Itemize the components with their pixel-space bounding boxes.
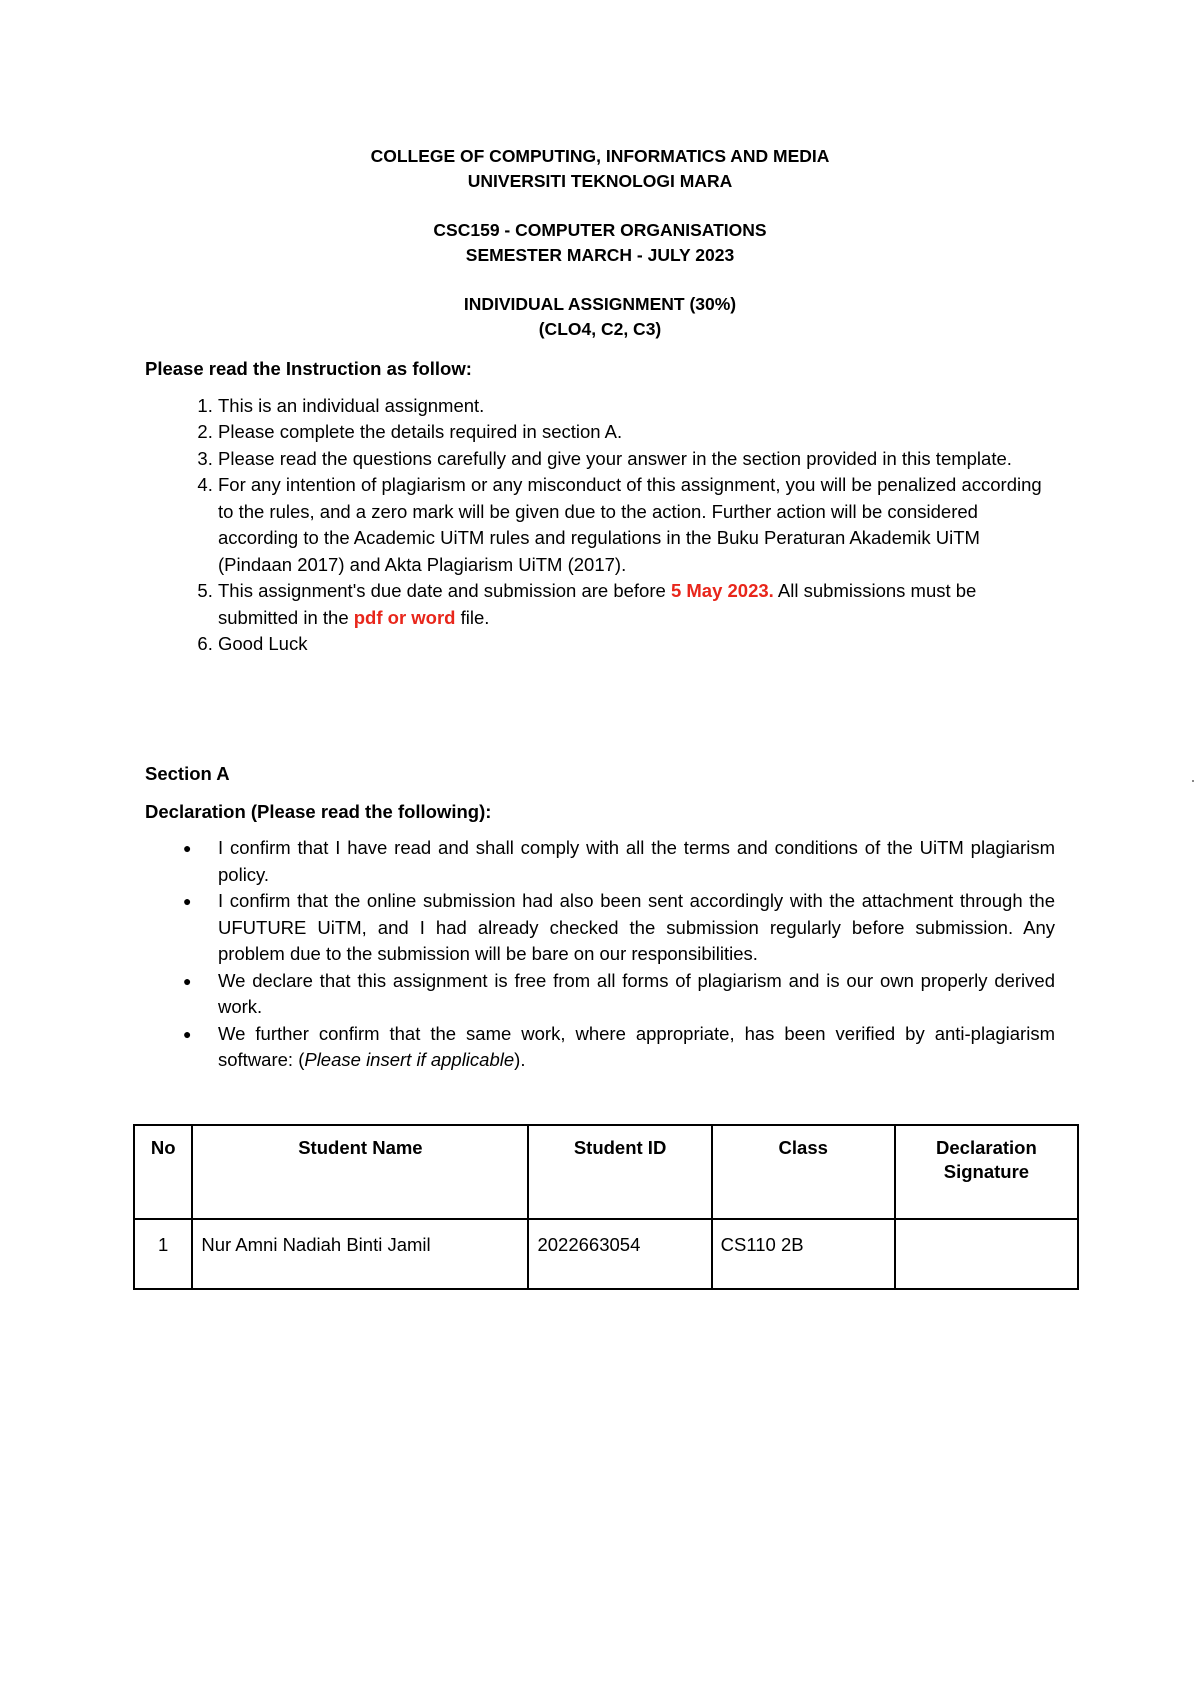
instructions-list <box>145 393 1055 658</box>
assignment-clo: (CLO4, C2, C3) <box>538 319 662 339</box>
university-name: UNIVERSITI TEKNOLOGI MARA <box>467 171 733 191</box>
header-no: No <box>134 1125 192 1219</box>
stray-mark <box>1192 780 1194 782</box>
cell-class: CS110 2B <box>712 1219 895 1289</box>
cell-no: 1 <box>134 1219 192 1289</box>
cell-student-id: 2022663054 <box>528 1219 711 1289</box>
header-class: Class <box>712 1125 895 1219</box>
college-name: COLLEGE OF COMPUTING, INFORMATICS AND MEDIA <box>370 146 830 166</box>
course-title: CSC159 - COMPUTER ORGANISATIONS <box>433 220 767 240</box>
declaration-item: ● We declare that this assignment is free from all forms of plagiarism and is our own properly derived work. <box>183 969 1055 1017</box>
file-format: pdf or word <box>353 606 456 628</box>
semester: SEMESTER MARCH - JULY 2023 <box>465 245 735 265</box>
assignment-title: INDIVIDUAL ASSIGNMENT (30%) <box>463 294 737 314</box>
table-header-row <box>134 1125 1078 1219</box>
file-text: file. <box>455 606 490 628</box>
cell-signature <box>895 1219 1078 1289</box>
submission-text: All submissions must be submitted in the <box>218 580 977 628</box>
header-student-id: Student ID <box>528 1125 711 1219</box>
document-header <box>0 144 1200 342</box>
declaration-item: ● We further confirm that the same work, where appropriate, has been verified by anti-plagiarism software: (Please insert if applicable). <box>183 1022 1055 1070</box>
instruction-item: 2. Please complete the details required in section A. <box>218 419 1055 446</box>
table-row <box>134 1219 1078 1289</box>
declaration-italic: Please insert if applicable <box>304 1049 515 1070</box>
student-table <box>133 1124 1079 1290</box>
instruction-item: 3. Please read the questions carefully and give your answer in the section provided in this template. <box>218 446 1055 473</box>
bullet-icon: ● <box>183 1025 192 1042</box>
instructions-heading: Please read the Instruction as follow: <box>145 358 472 379</box>
instructions-section <box>145 356 1055 658</box>
due-text: This assignment's due date and submission are before <box>218 580 671 601</box>
section-a-title: Section A <box>145 763 230 784</box>
header-student-name: Student Name <box>192 1125 528 1219</box>
declaration-list <box>145 835 1055 1074</box>
declaration-item: ● I confirm that I have read and shall comply with all the terms and conditions of the UiTM plagiarism policy. <box>183 837 1055 885</box>
section-a <box>145 761 1055 1074</box>
header-declaration-signature: Declaration Signature <box>895 1125 1078 1219</box>
cell-student-name: Nur Amni Nadiah Binti Jamil <box>192 1219 528 1289</box>
instruction-item: 6. Good Luck <box>218 631 1055 658</box>
bullet-icon: ● <box>183 840 192 856</box>
declaration-item: ● I confirm that the online submission had also been sent accordingly with the attachment through the UFUTURE UiTM, and I had already checked the submission regularly before submission. Any problem due to the submission will be bare on our responsibilities. <box>183 890 1055 964</box>
instruction-item: 1. This is an individual assignment. <box>218 393 1055 420</box>
due-date: 5 May 2023. <box>670 580 774 601</box>
bullet-icon: ● <box>183 972 192 989</box>
declaration-heading: Declaration (Please read the following): <box>145 800 492 822</box>
instruction-item: 4. For any intention of plagiarism or any misconduct of this assignment, you will be penalized according to the rules, and a zero mark will be given due to the action. Further action will be considered according to the Academic UiTM rules and regulations in the Buku Peraturan Akademik UiTM (Pindaan 2017) and Akta Plagiarism UiTM (2017). <box>218 472 1055 578</box>
bullet-icon: ● <box>183 893 192 909</box>
instruction-item-due-date <box>218 578 1055 631</box>
